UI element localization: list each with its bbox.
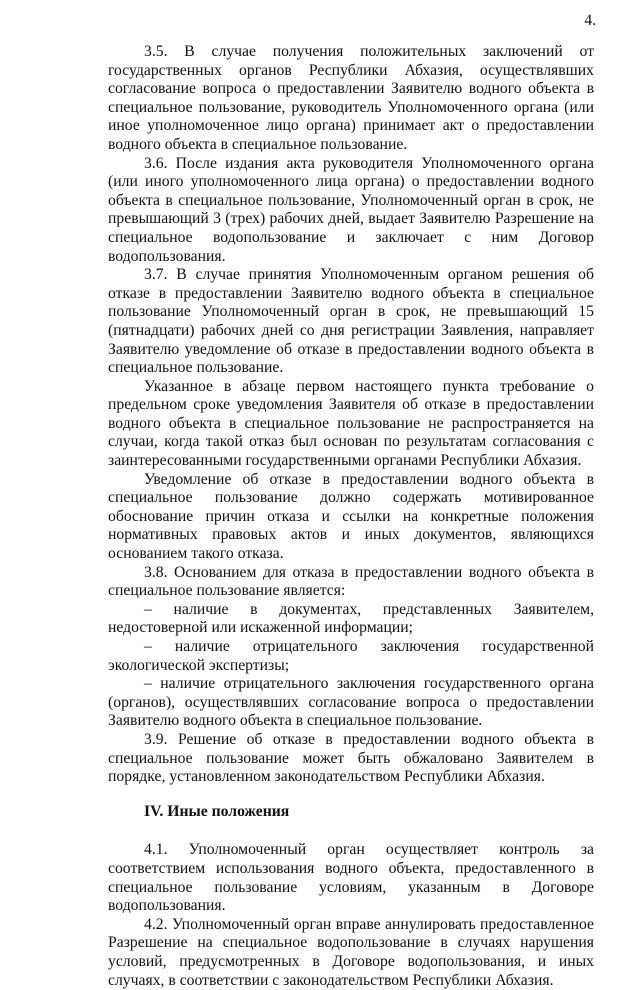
paragraph-3-7: 3.7. В случае принятия Уполномоченным органом решения об отказе в предоставлении Заявителю водного объекта в специальное пользование Уполномоченный орган в срок, не превышающий 15 (пятнадцати) рабочих дней со дня регистрации Заявления, направляет Заявителю уведомление об отказе в предоставлении водного объекта в специальное пользование. [108, 266, 594, 377]
paragraph-3-7-notice: Уведомление об отказе в предоставлении водного объекта в специальное пользование должно содержать мотивированное обоснование причин отказа и ссылки на конкретные положения нормативных правовых актов и иных документов, являющихся основанием такого отказа. [108, 470, 594, 563]
list-item-eco-expertise: – наличие отрицательного заключения государственной экологической экспертизы; [108, 638, 594, 674]
list-item-state-body-conclusion: – наличие отрицательного заключения государственного органа (органов), осуществлявших согласование вопроса о предоставлении Заявителю водного объекта в специальное пользование. [108, 675, 594, 730]
document-body [108, 43, 594, 990]
page-number: 4. [584, 12, 596, 29]
paragraph-4-2: 4.2. Уполномоченный орган вправе аннулировать предоставленное Разрешение на специальное водопользование в случаях нарушения условий, предусмотренных в Договоре водопользования, и иных случаях, в соответствии с законодательством Республики Абхазия. [108, 915, 594, 989]
paragraph-4-1: 4.1. Уполномоченный орган осуществляет контроль за соответствием использования водного объекта, предоставленного в специальное пользование условиям, указанным в Договоре водопользования. [108, 841, 594, 915]
paragraph-3-9: 3.9. Решение об отказе в предоставлении водного объекта в специальное пользование может быть обжаловано Заявителем в порядке, установленном законодательством Республики Абхазия. [108, 730, 594, 786]
paragraph-3-7-requirement: Указанное в абзаце первом настоящего пункта требование о предельном сроке уведомления Заявителя об отказе в предоставлении водного объекта в специальное пользование не распространяется на случаи, когда такой отказ был основан по результатам согласования с заинтересованными государственными органами Республики Абхазия. [108, 377, 594, 470]
list-item-invalid-info: – наличие в документах, представленных Заявителем, недостоверной или искаженной информации; [108, 600, 594, 637]
section-heading: IV. Иные положения [144, 802, 290, 820]
paragraph-3-8: 3.8. Основанием для отказа в предоставлении водного объекта в специальное пользование является: [108, 563, 594, 600]
paragraph-3-5: 3.5. В случае получения положительных заключений от государственных органов Республики Абхазия, осуществлявших согласование вопроса о предоставлении Заявителю водного объекта в специальное пользование, руководитель Уполномоченного органа (или иное уполномоченное лицо органа) принимает акт о предоставлении водного объекта в специальное пользование. [108, 43, 594, 153]
paragraph-3-6: 3.6. После издания акта руководителя Уполномоченного органа (или иного уполномоченного лица органа) о предоставлении водного объекта в специальное пользование, Уполномоченный орган в срок, не превышающий 3 (трех) рабочих дней, выдает Заявителю Разрешение на специальное водопользование и заключает с ним Договор водопользования. [108, 154, 594, 265]
